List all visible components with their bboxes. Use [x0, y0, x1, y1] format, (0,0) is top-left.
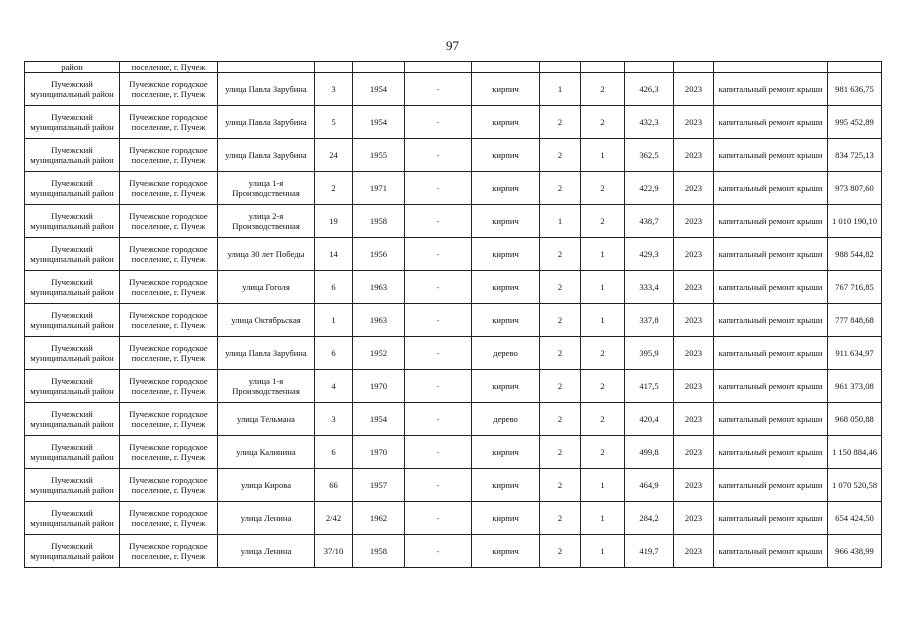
dash-cell: -	[405, 469, 472, 502]
district-cell: Пучежский муниципальный район	[25, 304, 120, 337]
district-cell: Пучежский муниципальный район	[25, 436, 120, 469]
house-number-cell: 6	[315, 436, 353, 469]
work-type-cell: капитальный ремонт крыши	[714, 172, 828, 205]
work-type-cell: капитальный ремонт крыши	[714, 139, 828, 172]
district-cell: Пучежский муниципальный район	[25, 238, 120, 271]
build-year-cell: 1955	[353, 139, 405, 172]
house-number-cell: 3	[315, 73, 353, 106]
house-number-cell: 2/42	[315, 502, 353, 535]
district-cell: Пучежский муниципальный район	[25, 370, 120, 403]
entrances-cell: 1	[540, 73, 581, 106]
dash-cell: -	[405, 370, 472, 403]
table-row	[25, 535, 882, 568]
dash-cell: -	[405, 73, 472, 106]
dash-cell: -	[405, 205, 472, 238]
district-cell: Пучежский муниципальный район	[25, 535, 120, 568]
cost-cell: 981 636,75	[828, 73, 882, 106]
entrances-cell: 1	[540, 205, 581, 238]
build-year-cell: 1963	[353, 271, 405, 304]
area-cell: 464,9	[625, 469, 674, 502]
area-cell: 395,9	[625, 337, 674, 370]
cost-cell: 911 634,97	[828, 337, 882, 370]
settlement-cell: Пучежское городское поселение, г. Пучеж	[120, 502, 218, 535]
entrances-cell: 2	[540, 106, 581, 139]
wall-material-cell: дерево	[472, 337, 540, 370]
street-cell: улица 30 лет Победы	[218, 238, 315, 271]
floors-cell: 2	[581, 403, 625, 436]
build-year-cell: 1958	[353, 205, 405, 238]
cost-cell: 1 070 520,58	[828, 469, 882, 502]
street-cell: улица Тельмана	[218, 403, 315, 436]
street-cell: улица 1-я Производственная	[218, 370, 315, 403]
dash-cell: -	[405, 106, 472, 139]
wall-material-cell: кирпич	[472, 238, 540, 271]
house-number-cell: 6	[315, 271, 353, 304]
work-type-cell: капитальный ремонт крыши	[714, 436, 828, 469]
street-cell: улица Октябрьская	[218, 304, 315, 337]
table-row	[25, 436, 882, 469]
table-row	[25, 106, 882, 139]
table-row	[25, 205, 882, 238]
cost-cell: 767 716,85	[828, 271, 882, 304]
plan-year-cell: 2023	[674, 370, 714, 403]
work-type-cell: капитальный ремонт крыши	[714, 73, 828, 106]
table-row	[25, 337, 882, 370]
floors-cell: 2	[581, 370, 625, 403]
floors-cell: 1	[581, 535, 625, 568]
empty-cell	[625, 62, 674, 73]
work-type-cell: капитальный ремонт крыши	[714, 271, 828, 304]
house-number-cell: 3	[315, 403, 353, 436]
plan-year-cell: 2023	[674, 403, 714, 436]
cost-cell: 1 010 190,10	[828, 205, 882, 238]
plan-year-cell: 2023	[674, 502, 714, 535]
empty-cell	[315, 62, 353, 73]
table-row	[25, 271, 882, 304]
wall-material-cell: кирпич	[472, 205, 540, 238]
housing-table	[24, 61, 882, 568]
street-cell: улица Кирова	[218, 469, 315, 502]
area-cell: 438,7	[625, 205, 674, 238]
build-year-cell: 1954	[353, 403, 405, 436]
district-cell: Пучежский муниципальный район	[25, 337, 120, 370]
table-row	[25, 469, 882, 502]
entrances-cell: 2	[540, 271, 581, 304]
district-cell: Пучежский муниципальный район	[25, 106, 120, 139]
wall-material-cell: кирпич	[472, 535, 540, 568]
entrances-cell: 2	[540, 337, 581, 370]
cost-cell: 777 848,68	[828, 304, 882, 337]
entrances-cell: 2	[540, 535, 581, 568]
house-number-cell: 6	[315, 337, 353, 370]
empty-cell	[405, 62, 472, 73]
settlement-cell: Пучежское городское поселение, г. Пучеж	[120, 205, 218, 238]
entrances-cell: 2	[540, 304, 581, 337]
dash-cell: -	[405, 238, 472, 271]
area-cell: 284,2	[625, 502, 674, 535]
street-cell: улица Павла Зарубина	[218, 106, 315, 139]
street-cell: улица Калинина	[218, 436, 315, 469]
build-year-cell: 1970	[353, 436, 405, 469]
settlement-cell: Пучежское городское поселение, г. Пучеж	[120, 73, 218, 106]
street-cell: улица Гоголя	[218, 271, 315, 304]
floors-cell: 1	[581, 502, 625, 535]
floors-cell: 2	[581, 436, 625, 469]
work-type-cell: капитальный ремонт крыши	[714, 370, 828, 403]
build-year-cell: 1952	[353, 337, 405, 370]
district-cell: Пучежский муниципальный район	[25, 271, 120, 304]
table-row	[25, 370, 882, 403]
area-cell: 419,7	[625, 535, 674, 568]
dash-cell: -	[405, 535, 472, 568]
build-year-cell: 1971	[353, 172, 405, 205]
house-number-cell: 5	[315, 106, 353, 139]
plan-year-cell: 2023	[674, 271, 714, 304]
cost-cell: 654 424,50	[828, 502, 882, 535]
table-row	[25, 73, 882, 106]
work-type-cell: капитальный ремонт крыши	[714, 535, 828, 568]
house-number-cell: 24	[315, 139, 353, 172]
dash-cell: -	[405, 271, 472, 304]
settlement-cell: Пучежское городское поселение, г. Пучеж	[120, 106, 218, 139]
wall-material-cell: дерево	[472, 403, 540, 436]
wall-material-cell: кирпич	[472, 139, 540, 172]
street-cell: улица 2-я Производственная	[218, 205, 315, 238]
table-row-continued	[25, 62, 882, 73]
table-row	[25, 139, 882, 172]
dash-cell: -	[405, 403, 472, 436]
cost-cell: 966 438,99	[828, 535, 882, 568]
dash-cell: -	[405, 337, 472, 370]
build-year-cell: 1956	[353, 238, 405, 271]
empty-cell	[581, 62, 625, 73]
settlement-cell: Пучежское городское поселение, г. Пучеж	[120, 238, 218, 271]
floors-cell: 2	[581, 73, 625, 106]
wall-material-cell: кирпич	[472, 370, 540, 403]
wall-material-cell: кирпич	[472, 172, 540, 205]
house-number-cell: 4	[315, 370, 353, 403]
house-number-cell: 1	[315, 304, 353, 337]
area-cell: 417,5	[625, 370, 674, 403]
house-number-cell: 19	[315, 205, 353, 238]
empty-cell	[218, 62, 315, 73]
plan-year-cell: 2023	[674, 535, 714, 568]
entrances-cell: 2	[540, 238, 581, 271]
area-cell: 337,8	[625, 304, 674, 337]
work-type-cell: капитальный ремонт крыши	[714, 469, 828, 502]
area-cell: 499,8	[625, 436, 674, 469]
work-type-cell: капитальный ремонт крыши	[714, 304, 828, 337]
plan-year-cell: 2023	[674, 337, 714, 370]
entrances-cell: 2	[540, 502, 581, 535]
wall-material-cell: кирпич	[472, 502, 540, 535]
district-cell: Пучежский муниципальный район	[25, 73, 120, 106]
area-cell: 420,4	[625, 403, 674, 436]
plan-year-cell: 2023	[674, 139, 714, 172]
district-cell: Пучежский муниципальный район	[25, 403, 120, 436]
settlement-cell: Пучежское городское поселение, г. Пучеж	[120, 370, 218, 403]
table-row	[25, 502, 882, 535]
table-row	[25, 403, 882, 436]
street-cell: улица Павла Зарубина	[218, 337, 315, 370]
dash-cell: -	[405, 502, 472, 535]
floors-cell: 1	[581, 469, 625, 502]
plan-year-cell: 2023	[674, 436, 714, 469]
settlement-cell: Пучежское городское поселение, г. Пучеж	[120, 172, 218, 205]
house-number-cell: 66	[315, 469, 353, 502]
settlement-cell: Пучежское городское поселение, г. Пучеж	[120, 304, 218, 337]
cost-cell: 834 725,13	[828, 139, 882, 172]
cost-cell: 968 050,88	[828, 403, 882, 436]
floors-cell: 1	[581, 238, 625, 271]
plan-year-cell: 2023	[674, 172, 714, 205]
plan-year-cell: 2023	[674, 106, 714, 139]
area-cell: 432,3	[625, 106, 674, 139]
wall-material-cell: кирпич	[472, 106, 540, 139]
work-type-cell: капитальный ремонт крыши	[714, 337, 828, 370]
district-cell: Пучежский муниципальный район	[25, 469, 120, 502]
floors-cell: 2	[581, 337, 625, 370]
settlement-cell: Пучежское городское поселение, г. Пучеж	[120, 469, 218, 502]
floors-cell: 2	[581, 106, 625, 139]
empty-cell	[540, 62, 581, 73]
empty-cell	[828, 62, 882, 73]
plan-year-cell: 2023	[674, 238, 714, 271]
settlement-cell: Пучежское городское поселение, г. Пучеж	[120, 403, 218, 436]
plan-year-cell: 2023	[674, 205, 714, 238]
wall-material-cell: кирпич	[472, 271, 540, 304]
build-year-cell: 1954	[353, 106, 405, 139]
cost-cell: 973 807,60	[828, 172, 882, 205]
settlement-cell: поселение, г. Пучеж	[120, 62, 218, 73]
floors-cell: 2	[581, 172, 625, 205]
work-type-cell: капитальный ремонт крыши	[714, 403, 828, 436]
empty-cell	[472, 62, 540, 73]
build-year-cell: 1958	[353, 535, 405, 568]
district-cell: Пучежский муниципальный район	[25, 205, 120, 238]
table-row	[25, 238, 882, 271]
dash-cell: -	[405, 436, 472, 469]
build-year-cell: 1963	[353, 304, 405, 337]
wall-material-cell: кирпич	[472, 469, 540, 502]
house-number-cell: 37/10	[315, 535, 353, 568]
empty-cell	[714, 62, 828, 73]
empty-cell	[353, 62, 405, 73]
settlement-cell: Пучежское городское поселение, г. Пучеж	[120, 271, 218, 304]
settlement-cell: Пучежское городское поселение, г. Пучеж	[120, 436, 218, 469]
district-cell: Пучежский муниципальный район	[25, 172, 120, 205]
floors-cell: 1	[581, 271, 625, 304]
plan-year-cell: 2023	[674, 304, 714, 337]
district-cell: Пучежский муниципальный район	[25, 139, 120, 172]
cost-cell: 1 150 884,46	[828, 436, 882, 469]
plan-year-cell: 2023	[674, 469, 714, 502]
build-year-cell: 1957	[353, 469, 405, 502]
street-cell: улица 1-я Производственная	[218, 172, 315, 205]
page-number: 97	[446, 38, 459, 53]
settlement-cell: Пучежское городское поселение, г. Пучеж	[120, 337, 218, 370]
dash-cell: -	[405, 139, 472, 172]
work-type-cell: капитальный ремонт крыши	[714, 238, 828, 271]
table-row	[25, 172, 882, 205]
street-cell: улица Павла Зарубина	[218, 73, 315, 106]
district-cell: район	[25, 62, 120, 73]
cost-cell: 995 452,89	[828, 106, 882, 139]
district-cell: Пучежский муниципальный район	[25, 502, 120, 535]
wall-material-cell: кирпич	[472, 73, 540, 106]
floors-cell: 2	[581, 205, 625, 238]
wall-material-cell: кирпич	[472, 436, 540, 469]
empty-cell	[674, 62, 714, 73]
entrances-cell: 2	[540, 403, 581, 436]
area-cell: 422,9	[625, 172, 674, 205]
settlement-cell: Пучежское городское поселение, г. Пучеж	[120, 535, 218, 568]
work-type-cell: капитальный ремонт крыши	[714, 106, 828, 139]
dash-cell: -	[405, 172, 472, 205]
street-cell: улица Павла Зарубина	[218, 139, 315, 172]
floors-cell: 1	[581, 304, 625, 337]
dash-cell: -	[405, 304, 472, 337]
street-cell: улица Ленина	[218, 535, 315, 568]
build-year-cell: 1962	[353, 502, 405, 535]
entrances-cell: 2	[540, 139, 581, 172]
area-cell: 333,4	[625, 271, 674, 304]
floors-cell: 1	[581, 139, 625, 172]
cost-cell: 961 373,08	[828, 370, 882, 403]
work-type-cell: капитальный ремонт крыши	[714, 502, 828, 535]
cost-cell: 988 544,82	[828, 238, 882, 271]
street-cell: улица Ленина	[218, 502, 315, 535]
work-type-cell: капитальный ремонт крыши	[714, 205, 828, 238]
plan-year-cell: 2023	[674, 73, 714, 106]
entrances-cell: 2	[540, 370, 581, 403]
build-year-cell: 1954	[353, 73, 405, 106]
area-cell: 362,5	[625, 139, 674, 172]
entrances-cell: 2	[540, 469, 581, 502]
house-number-cell: 2	[315, 172, 353, 205]
area-cell: 429,3	[625, 238, 674, 271]
house-number-cell: 14	[315, 238, 353, 271]
entrances-cell: 2	[540, 172, 581, 205]
settlement-cell: Пучежское городское поселение, г. Пучеж	[120, 139, 218, 172]
area-cell: 426,3	[625, 73, 674, 106]
entrances-cell: 2	[540, 436, 581, 469]
build-year-cell: 1970	[353, 370, 405, 403]
table-row	[25, 304, 882, 337]
wall-material-cell: кирпич	[472, 304, 540, 337]
